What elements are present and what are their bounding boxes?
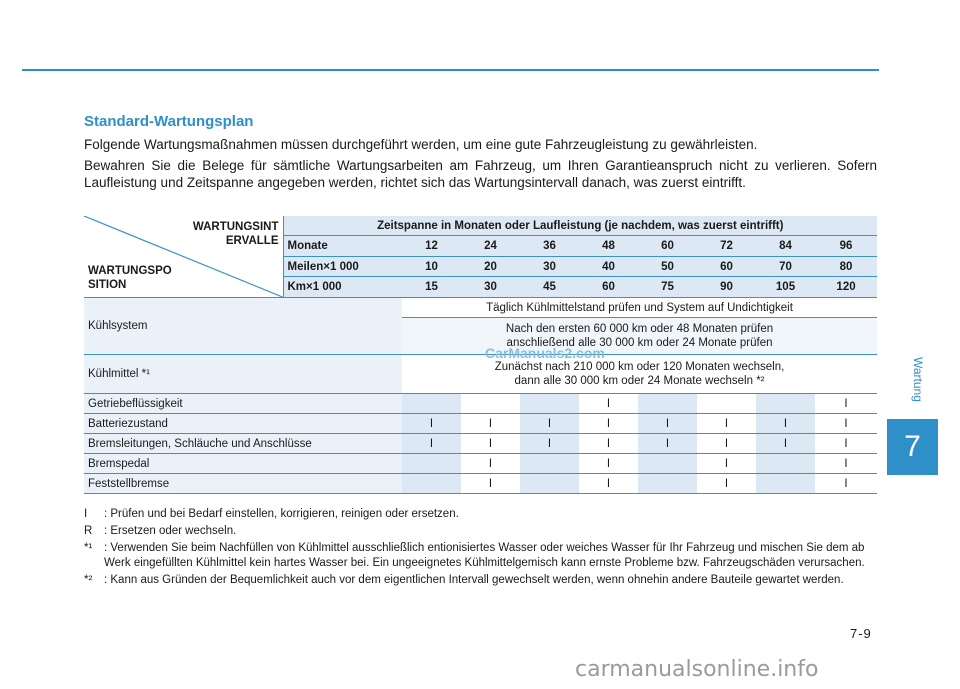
position-label: WARTUNGSPO SITION [88, 265, 172, 291]
interval-label: WARTUNGSINT ERVALLE [192, 221, 279, 247]
check-cell: I [579, 474, 638, 494]
check-cell: I [815, 474, 877, 494]
check-cell: I [402, 414, 461, 434]
note-key: R [84, 525, 93, 537]
check-cell: I [638, 434, 697, 454]
page-number: 7-9 [850, 626, 872, 641]
note-text: : Kann aus Gründen der Bequemlichkeit auch vor dem eigentlichen Intervall gewechselt werden, wenn ohnehin andere Bauteile gewartet werden. [104, 574, 844, 586]
row-label: Feststellbremse [84, 474, 402, 494]
receipt-paragraph: Bewahren Sie die Belege für sämtliche Wartungsarbeiten am Fahrzeug, um Ihren Garantieanspruch nicht zu verlieren. Sofern Laufleistung und Zeitspanne angegeben werden, richtet sich das Wartungsintervall danach, was zuerst eintrifft. [84, 158, 877, 190]
check-cell: I [697, 454, 756, 474]
check-cell: I [520, 434, 579, 454]
scale-value: 80 [815, 256, 877, 277]
scale-label: Km×1 000 [283, 277, 402, 298]
kuehlsystem-interval-line1: Nach den ersten 60 000 km oder 48 Monaten prüfen [505, 323, 774, 335]
check-cell [756, 394, 815, 414]
watermark: CarManuals2.com [485, 345, 605, 361]
scale-value: 36 [520, 236, 579, 257]
scale-value: 60 [638, 236, 697, 257]
row-label: Bremspedal [84, 454, 402, 474]
scale-value: 90 [697, 277, 756, 298]
check-cell [697, 394, 756, 414]
scale-value: 84 [756, 236, 815, 257]
check-cell [638, 474, 697, 494]
check-cell [520, 474, 579, 494]
check-cell [520, 454, 579, 474]
note-text: : Prüfen und bei Bedarf einstellen, korrigieren, reinigen oder ersetzen. [104, 508, 459, 520]
check-cell: I [815, 434, 877, 454]
kuehlmittel-interval [402, 355, 877, 394]
note-key: *² [84, 574, 93, 586]
check-cell: I [815, 394, 877, 414]
check-cell: I [697, 474, 756, 494]
note-text: : Verwenden Sie beim Nachfüllen von Kühlmittel ausschließlich entionisiertes Wasser oder weiches Wasser für Ihr Fahrzeug und mischen Sie dem ab Werk eingefüllten Kühlmittel kein hartes Wasser bei. Ein ungeeignetes Kühlmittelgemisch kann ernste Probleme bzw. Fahrzeugschäden verursachen. [104, 542, 865, 569]
scale-value: 60 [697, 256, 756, 277]
row-label: Getriebeflüssigkeit [84, 394, 402, 414]
scale-value: 45 [520, 277, 579, 298]
scale-value: 12 [402, 236, 461, 257]
footer-brand: carmanualsonline.info [575, 657, 819, 682]
scale-value: 75 [638, 277, 697, 298]
corner-header [84, 216, 283, 298]
scale-value: 120 [815, 277, 877, 298]
check-cell: I [815, 414, 877, 434]
note-key: I [84, 508, 88, 520]
check-cell: I [579, 454, 638, 474]
check-cell: I [461, 414, 520, 434]
check-cell: I [461, 434, 520, 454]
check-cell [402, 474, 461, 494]
row-label: Bremsleitungen, Schläuche und Anschlüsse [84, 434, 402, 454]
scale-label: Meilen×1 000 [283, 256, 402, 277]
scale-value: 40 [579, 256, 638, 277]
check-cell [756, 474, 815, 494]
scale-value: 30 [461, 277, 520, 298]
row-bremspedal [84, 454, 877, 474]
scale-value: 50 [638, 256, 697, 277]
scale-value: 20 [461, 256, 520, 277]
top-rule [22, 69, 879, 71]
scale-value: 24 [461, 236, 520, 257]
check-cell: I [638, 414, 697, 434]
kuehlsystem-daily: Täglich Kühlmittelstand prüfen und System auf Undichtigkeit [402, 298, 877, 318]
chapter-number-tab: 7 [887, 419, 938, 475]
kuehlmittel-line2: dann alle 30 000 km oder 24 Monate wechseln *² [514, 375, 765, 387]
check-cell: I [815, 454, 877, 474]
row-kuehlmittel [84, 355, 877, 394]
intro-paragraph: Folgende Wartungsmaßnahmen müssen durchgeführt werden, um eine gute Fahrzeugleistung zu gewährleisten. [84, 137, 758, 152]
row-batterie [84, 414, 877, 434]
scale-value: 105 [756, 277, 815, 298]
legend-notes [84, 507, 877, 590]
check-cell [520, 394, 579, 414]
note-key: *¹ [84, 542, 93, 554]
note-item [84, 541, 877, 571]
scale-value: 48 [579, 236, 638, 257]
check-cell: I [756, 414, 815, 434]
kuehlsystem-interval [402, 318, 877, 355]
row-bremsleitungen [84, 434, 877, 454]
check-cell [461, 394, 520, 414]
scale-value: 70 [756, 256, 815, 277]
check-cell [638, 394, 697, 414]
check-cell: I [697, 414, 756, 434]
scale-value: 10 [402, 256, 461, 277]
scale-value: 96 [815, 236, 877, 257]
check-cell [638, 454, 697, 474]
scale-value: 72 [697, 236, 756, 257]
check-cell [402, 394, 461, 414]
check-cell: I [756, 434, 815, 454]
check-cell: I [520, 414, 579, 434]
scale-value: 60 [579, 277, 638, 298]
check-cell: I [461, 474, 520, 494]
row-getriebe [84, 394, 877, 414]
row-label: Batteriezustand [84, 414, 402, 434]
note-item [84, 507, 877, 522]
row-label: Kühlmittel *¹ [84, 355, 402, 394]
check-cell [402, 454, 461, 474]
row-label: Kühlsystem [84, 298, 402, 355]
check-cell: I [579, 394, 638, 414]
period-header: Zeitspanne in Monaten oder Laufleistung (je nachdem, was zuerst eintrifft) [283, 216, 877, 236]
scale-label: Monate [283, 236, 402, 257]
section-title: Standard-Wartungsplan [84, 113, 254, 130]
note-text: : Ersetzen oder wechseln. [104, 525, 237, 537]
row-feststellbremse [84, 474, 877, 494]
check-cell: I [579, 414, 638, 434]
row-kuehlsystem [84, 298, 877, 318]
check-cell: I [579, 434, 638, 454]
note-item [84, 573, 877, 588]
check-cell: I [697, 434, 756, 454]
scale-value: 15 [402, 277, 461, 298]
check-cell [756, 454, 815, 474]
chapter-label-text: Wartung [911, 357, 925, 402]
kuehlsystem-interval-line2: anschließend alle 30 000 km oder 24 Monate prüfen [506, 337, 773, 349]
scale-value: 30 [520, 256, 579, 277]
maintenance-table [84, 216, 877, 494]
kuehlmittel-line1: Zunächst nach 210 000 km oder 120 Monaten wechseln, [494, 361, 785, 373]
note-item [84, 524, 877, 539]
check-cell: I [402, 434, 461, 454]
check-cell: I [461, 454, 520, 474]
